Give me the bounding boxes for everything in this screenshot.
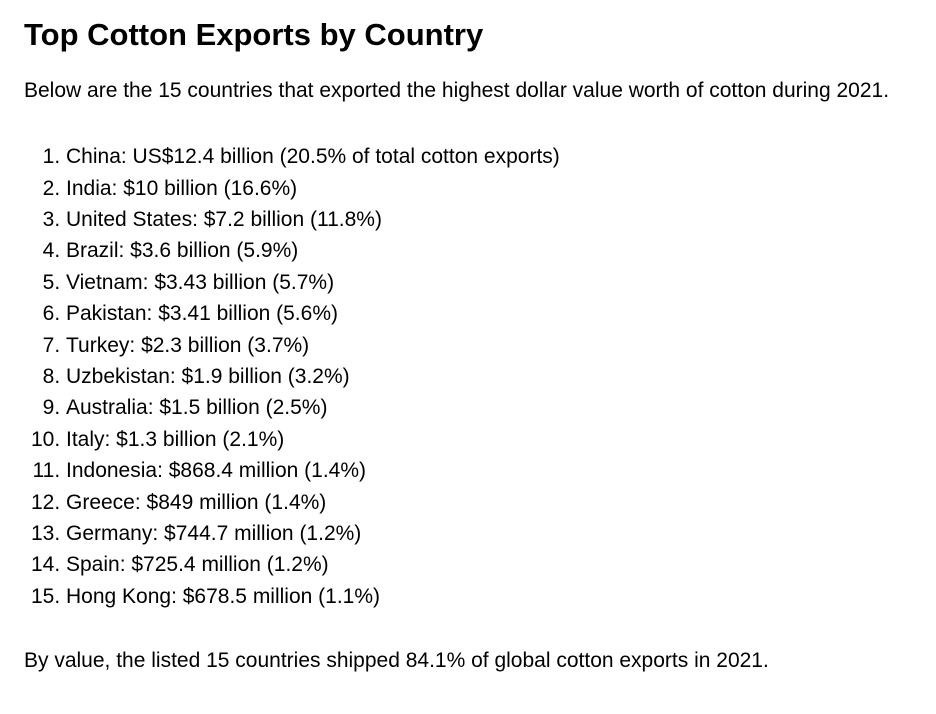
export-list-item-11: 11. Indonesia: $868.4 million (1.4%) (66, 455, 912, 486)
export-list-item-2: 2. India: $10 billion (16.6%) (66, 173, 912, 204)
export-list-item-3: 3. United States: $7.2 billion (11.8%) (66, 204, 912, 235)
export-list-item-5: 5. Vietnam: $3.43 billion (5.7%) (66, 267, 912, 298)
page-title: Top Cotton Exports by Country (24, 17, 484, 52)
exports-list (24, 141, 912, 612)
summary-text: By value, the listed 15 countries shipped 84.1% of global cotton exports in 2021. (24, 649, 769, 673)
export-list-item-10: 10. Italy: $1.3 billion (2.1%) (66, 424, 912, 455)
export-list-item-12: 12. Greece: $849 million (1.4%) (66, 487, 912, 518)
export-list-item-6: 6. Pakistan: $3.41 billion (5.6%) (66, 298, 912, 329)
export-list-item-15: 15. Hong Kong: $678.5 million (1.1%) (66, 581, 912, 612)
export-list-item-4: 4. Brazil: $3.6 billion (5.9%) (66, 235, 912, 266)
export-list-item-1: 1. China: US$12.4 billion (20.5% of total cotton exports) (66, 141, 912, 172)
export-list-item-9: 9. Australia: $1.5 billion (2.5%) (66, 392, 912, 423)
export-list-item-7: 7. Turkey: $2.3 billion (3.7%) (66, 330, 912, 361)
export-list-item-14: 14. Spain: $725.4 million (1.2%) (66, 549, 912, 580)
export-list-item-8: 8. Uzbekistan: $1.9 billion (3.2%) (66, 361, 912, 392)
export-list-item-13: 13. Germany: $744.7 million (1.2%) (66, 518, 912, 549)
intro-text: Below are the 15 countries that exported the highest dollar value worth of cotton during 2021. (24, 79, 890, 103)
